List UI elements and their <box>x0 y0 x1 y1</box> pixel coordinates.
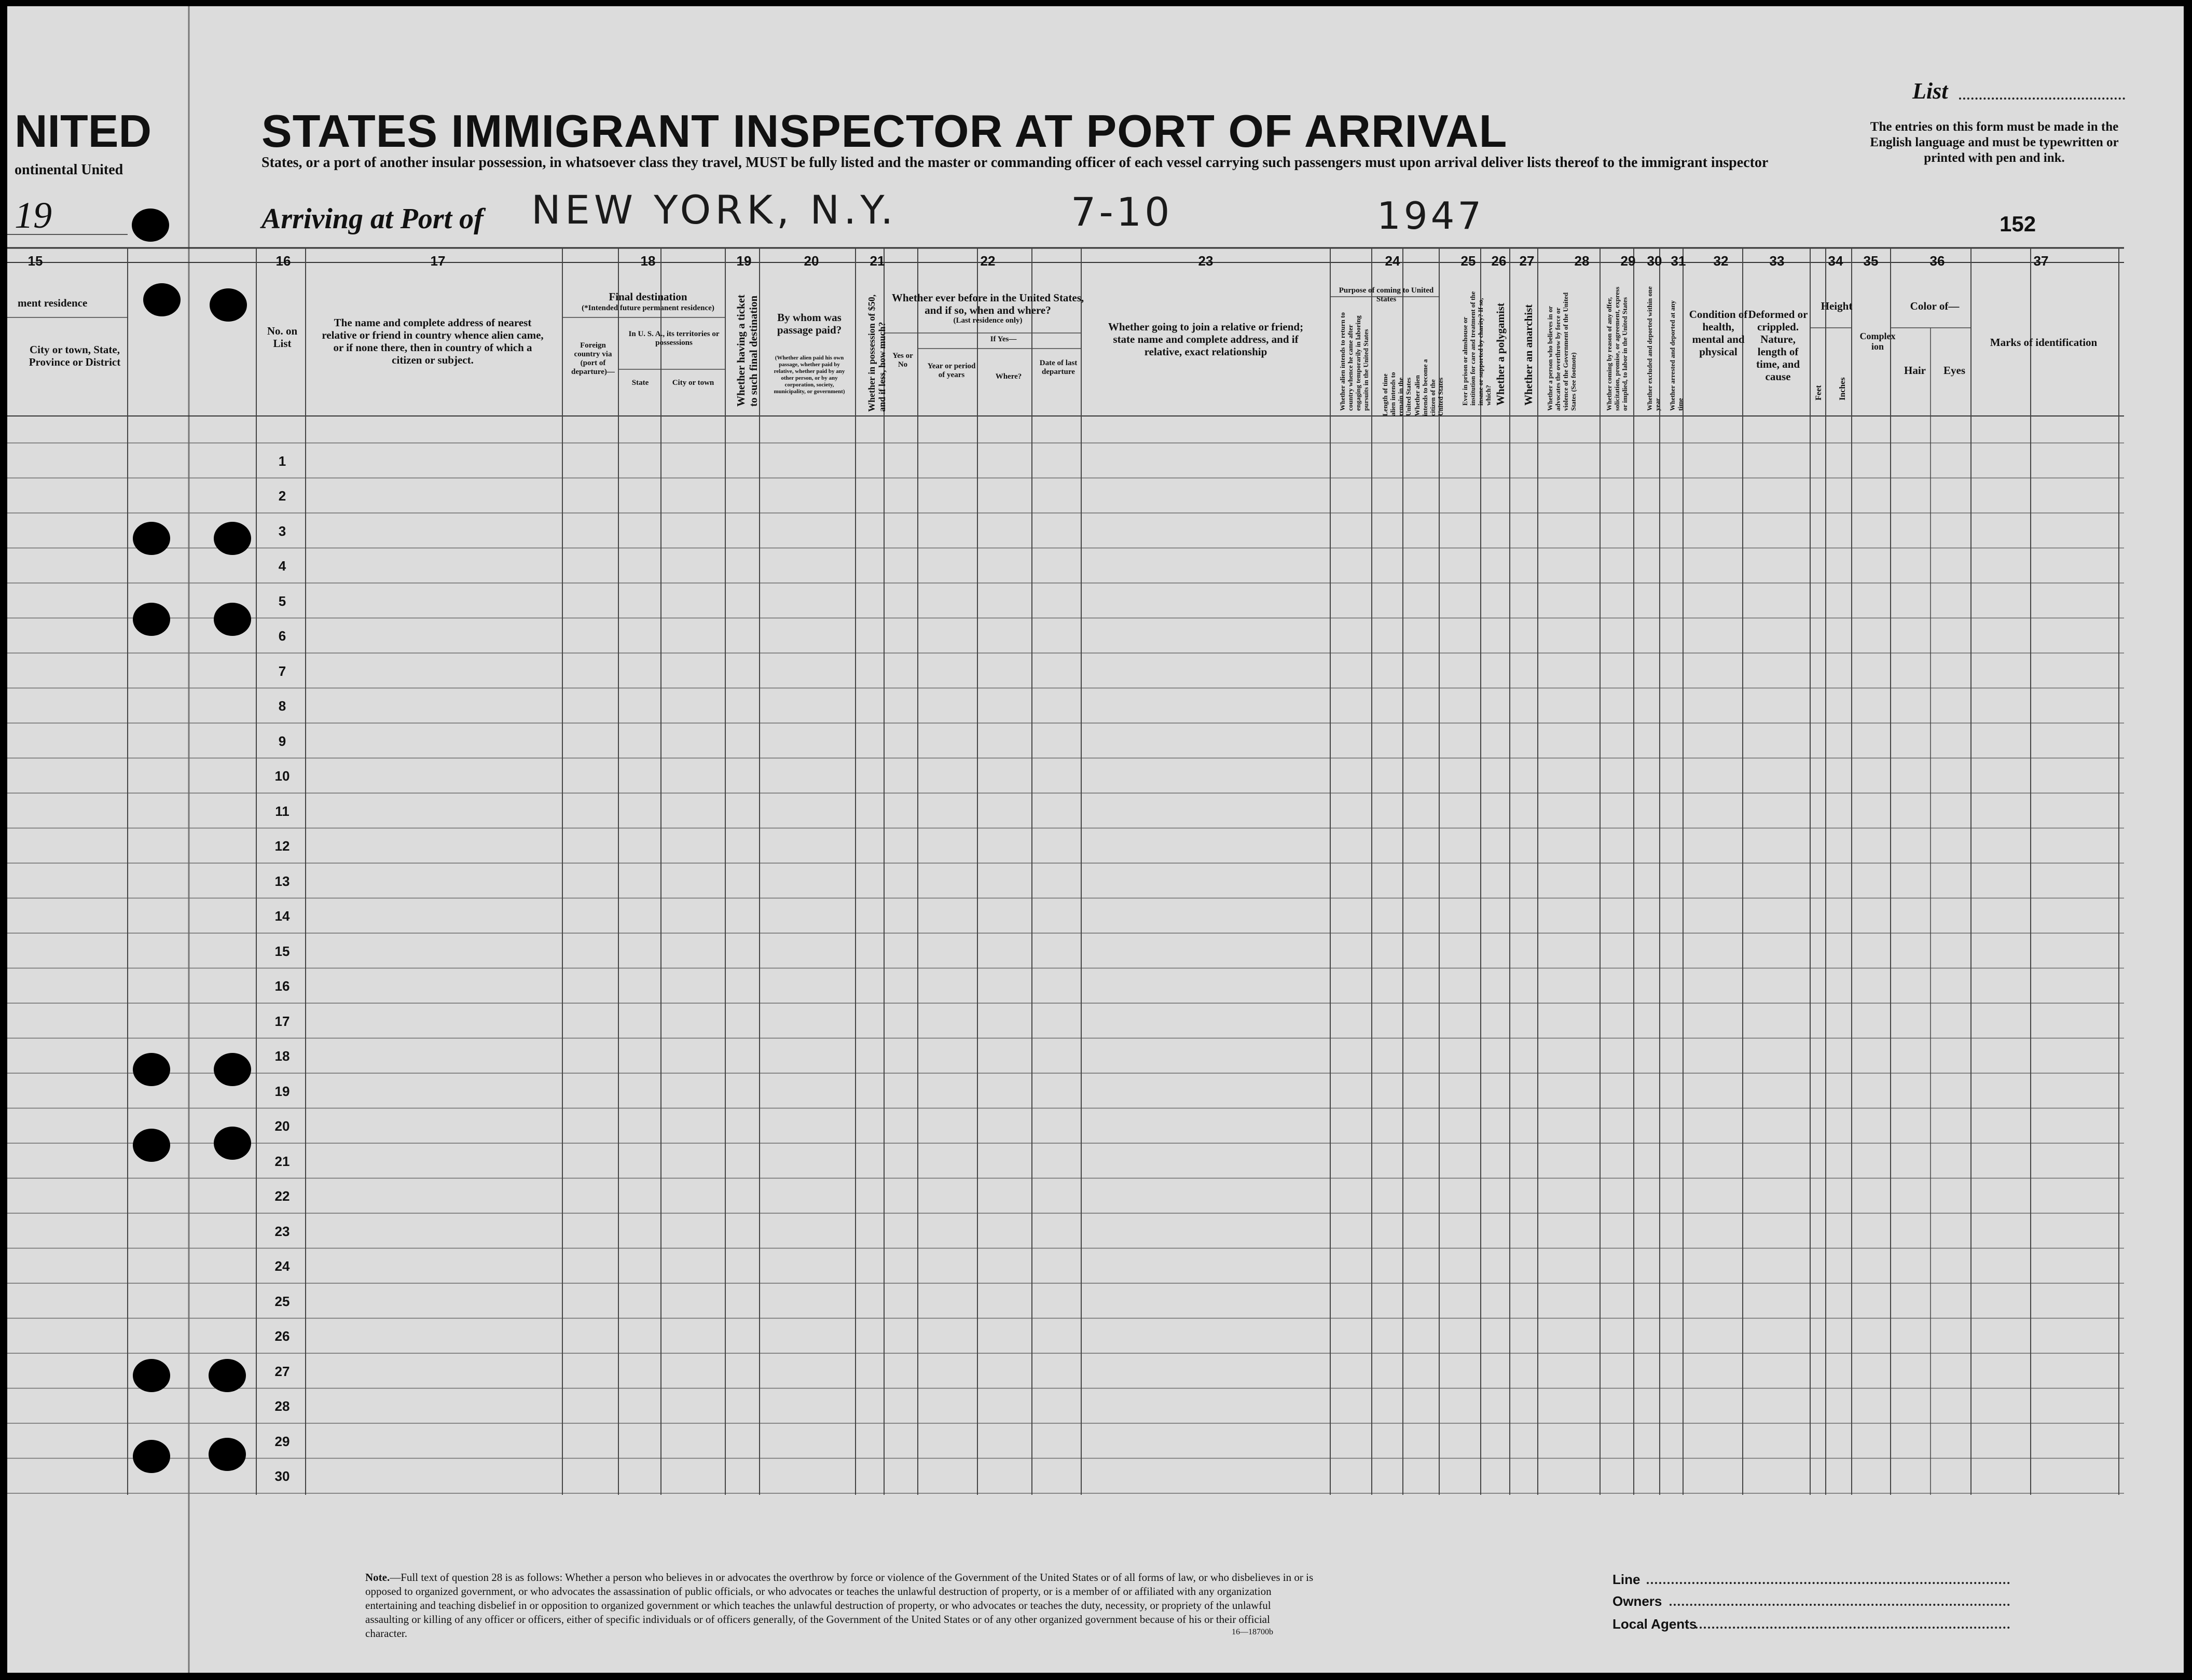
head-no-on-list: No. on List <box>267 325 298 350</box>
col-number-18: 18 <box>640 253 656 269</box>
row-number: 12 <box>274 838 290 854</box>
left-year-prefix: 19 <box>15 195 52 236</box>
row-number: 4 <box>278 558 286 574</box>
row-number: 15 <box>274 943 290 959</box>
head-question-31: Whether arrested and deported at any time <box>1669 300 1684 411</box>
col-number-25: 25 <box>1460 253 1476 269</box>
date-value: 7-10 <box>1071 189 1173 235</box>
binding-hole <box>133 1359 170 1392</box>
line-label: Line <box>1612 1572 1640 1587</box>
binding-hole <box>214 1053 251 1086</box>
head-height: Height <box>1821 300 1853 312</box>
owners-label: Owners <box>1612 1593 1662 1609</box>
row-number: 17 <box>274 1013 290 1029</box>
head-polygamist: Whether a polygamist <box>1494 303 1507 406</box>
binding-hole <box>133 1053 170 1086</box>
binding-hole <box>209 1359 246 1392</box>
head-question-30: Whether excluded and deported within one year <box>1646 286 1661 411</box>
col-number-32: 32 <box>1713 253 1729 269</box>
head-final-destination: Final destination <box>609 290 687 303</box>
row-number: 7 <box>278 663 286 679</box>
head-final-destination-note: (*Intended future permanent residence) <box>582 304 714 312</box>
binding-hole <box>143 283 181 316</box>
col-number-31: 31 <box>1671 253 1686 269</box>
head-city-state: City or town, State, Province or District <box>29 343 121 368</box>
head-anarchist: Whether an anarchist <box>1522 304 1535 406</box>
form-subtitle: States, or a port of another insular possession, in whatsoever class they travel, MUST be fully listed and the master or commanding officer of each vessel carrying such passengers must upon arrival deliver lists thereof to the immigrant inspector <box>261 155 1769 171</box>
col-number-15: 15 <box>27 253 43 269</box>
head-relative-country: The name and complete address of nearest relative or friend in country whence alien came, or if none there, then in country of which a citizen or subject. <box>322 316 544 366</box>
binding-hole <box>132 209 169 242</box>
head-ever-before: Whether ever before in the United States, and if so, when and where? <box>891 291 1084 316</box>
head-color-of: Color of— <box>1910 300 1960 312</box>
head-ticket: Whether having a ticket to such final destination <box>735 294 760 407</box>
col-number-33: 33 <box>1769 253 1785 269</box>
row-number: 23 <box>274 1224 290 1239</box>
head-foreign-country: Foreign country via (port of departure)— <box>571 341 615 376</box>
head-last-residence: ment residence <box>18 297 88 309</box>
line-field <box>1647 1582 2010 1584</box>
col-number-34: 34 <box>1828 253 1843 269</box>
row-number: 13 <box>274 873 290 889</box>
left-fragment-title: NITED <box>15 105 151 157</box>
head-possession-50: Whether in possession of $50, and if less, how much? <box>866 294 887 412</box>
head-eyes: Eyes <box>1943 364 1965 377</box>
col-number-27: 27 <box>1519 253 1535 269</box>
head-question-28: Whether a person who believes in or advocates the overthrow by force or violence of the Government of the United States (See footnote) <box>1546 292 1577 411</box>
row-number: 24 <box>274 1258 290 1274</box>
binding-hole <box>214 603 251 636</box>
row-number: 22 <box>274 1188 290 1204</box>
head-year-period: Year or period of years <box>927 362 976 379</box>
footnote-text: —Full text of question 28 is as follows: Whether a person who believes in or advocates the overthrow by force or violence of the Government of the United States or of all forms of law, or who disbelieves in or is opposed to organized government, or who advocates the assassination of public officials, or who advocates or teaches the unlawful destruction of property, or is a member of or affiliated with any organization entertaining and teaching disbelief in or opposition to organized government or which teaches the unlawful destruction of property, or who advocates or teaches the duty, necessity, or propriety of the unlawful assaulting or killing of any officer or officers, either of specific individuals or of officers generally, of the Government of the United States or of any other organized government because of his or their official character. <box>365 1571 1314 1640</box>
head-question-29: Whether coming by reason of any offer, solicitation, promise, or agreement, express or implied, to labor in the United States <box>1605 286 1629 411</box>
head-date-departure: Date of last departure <box>1039 359 1078 376</box>
row-number: 18 <box>274 1048 290 1064</box>
row-number: 2 <box>278 488 286 504</box>
head-state: State <box>631 379 649 387</box>
owners-field <box>1670 1604 2010 1606</box>
head-hair: Hair <box>1904 364 1926 377</box>
form-code: 16—18700b <box>1232 1628 1273 1636</box>
col-number-16: 16 <box>275 253 291 269</box>
list-number-field <box>1959 98 2125 100</box>
binding-hole <box>133 603 170 636</box>
col-number-22: 22 <box>980 253 996 269</box>
col-number-35: 35 <box>1863 253 1879 269</box>
head-prison: Ever in prison or almshouse or institution for care and treatment of the insane or supported by charity? If so, which? <box>1461 291 1492 406</box>
head-yes-or-no: Yes or No <box>892 352 913 369</box>
row-number: 30 <box>274 1468 290 1484</box>
head-if-yes: If Yes— <box>990 335 1017 343</box>
row-number: 1 <box>278 453 286 469</box>
head-join-relative: Whether going to join a relative or friend; state name and complete address, and if relative, exact relationship <box>1108 321 1304 358</box>
head-passage-paid: By whom was passage paid? <box>777 311 842 336</box>
col-number-17: 17 <box>430 253 446 269</box>
head-feet: Feet <box>1814 385 1823 400</box>
year-value: 1947 <box>1377 194 1485 238</box>
binding-hole <box>214 522 251 555</box>
list-label: List <box>1912 78 1948 104</box>
footnote-label: Note. <box>365 1571 390 1584</box>
row-number: 8 <box>278 698 286 714</box>
head-purpose-c: Whether alien intends to become a citizen of the United States <box>1413 359 1444 416</box>
row-number: 3 <box>278 523 286 539</box>
row-number: 27 <box>274 1364 290 1379</box>
row-number: 6 <box>278 628 286 644</box>
row-number: 26 <box>274 1328 290 1344</box>
row-number: 28 <box>274 1398 290 1414</box>
col-number-37: 37 <box>2033 253 2049 269</box>
binding-hole <box>133 522 170 555</box>
arriving-label: Arriving at Port of <box>261 203 484 235</box>
row-number: 5 <box>278 593 286 609</box>
head-in-usa: In U. S. A., its territories or possessions <box>628 330 720 347</box>
left-fragment-subtitle: ontinental United <box>15 162 123 178</box>
row-number: 10 <box>274 768 290 784</box>
row-number: 16 <box>274 978 290 994</box>
binding-hole <box>210 288 247 322</box>
col-number-20: 20 <box>804 253 819 269</box>
binding-hole <box>133 1440 170 1473</box>
instructions-notice: The entries on this form must be made in the English language and must be typewritten or printed with pen and ink. <box>1870 120 2119 165</box>
binding-hole <box>214 1127 251 1160</box>
row-number: 9 <box>278 733 286 749</box>
head-purpose-b: Length of time alien intends to remain in the United States <box>1381 372 1412 416</box>
head-city-or-town: City or town <box>672 379 714 387</box>
manifest-sheet <box>7 6 2184 1673</box>
head-deformed: Deformed or crippled. Nature, length of time, and cause <box>1748 308 1808 383</box>
head-purpose: Purpose of coming to United States <box>1339 286 1434 303</box>
head-last-residence-only: (Last residence only) <box>953 316 1023 325</box>
col-number-36: 36 <box>1929 253 1945 269</box>
local-agents-label: Local Agents <box>1612 1616 1697 1632</box>
head-where: Where? <box>995 372 1022 381</box>
binding-hole <box>133 1129 170 1162</box>
head-condition: Condition of health, mental and physical <box>1689 308 1748 358</box>
col-number-21: 21 <box>870 253 885 269</box>
col-number-29: 29 <box>1620 253 1636 269</box>
binding-hole <box>209 1438 246 1471</box>
head-purpose-a: Whether alien intends to return to country whence he came after engaging temporarily in laboring pursuits in the United States <box>1339 312 1370 411</box>
row-number: 14 <box>274 908 290 924</box>
row-number: 25 <box>274 1294 290 1309</box>
sheet-number: 152 <box>2000 212 2036 236</box>
local-agents-field <box>1695 1627 2010 1629</box>
head-inches: Inches <box>1838 377 1847 400</box>
row-number: 21 <box>274 1154 290 1169</box>
head-passage-paid-note: (Whether alien paid his own passage, whether paid by relative, whether paid by any other person, or by any corporation, society, municipality, or government) <box>774 355 845 395</box>
row-number: 20 <box>274 1118 290 1134</box>
col-number-30: 30 <box>1647 253 1662 269</box>
col-number-26: 26 <box>1491 253 1507 269</box>
footnote <box>365 1571 1315 1641</box>
port-value: NEW YORK, N.Y. <box>531 187 898 233</box>
col-number-28: 28 <box>1574 253 1590 269</box>
row-number: 19 <box>274 1084 290 1099</box>
head-complexion: Complexion <box>1859 331 1896 352</box>
col-number-23: 23 <box>1198 253 1214 269</box>
row-number: 11 <box>275 803 289 819</box>
form-title: STATES IMMIGRANT INSPECTOR AT PORT OF ARRIVAL <box>261 105 1508 157</box>
col-number-19: 19 <box>736 253 752 269</box>
col-number-24: 24 <box>1385 253 1400 269</box>
head-marks: Marks of identification <box>1990 336 2098 349</box>
row-number: 29 <box>274 1434 290 1449</box>
